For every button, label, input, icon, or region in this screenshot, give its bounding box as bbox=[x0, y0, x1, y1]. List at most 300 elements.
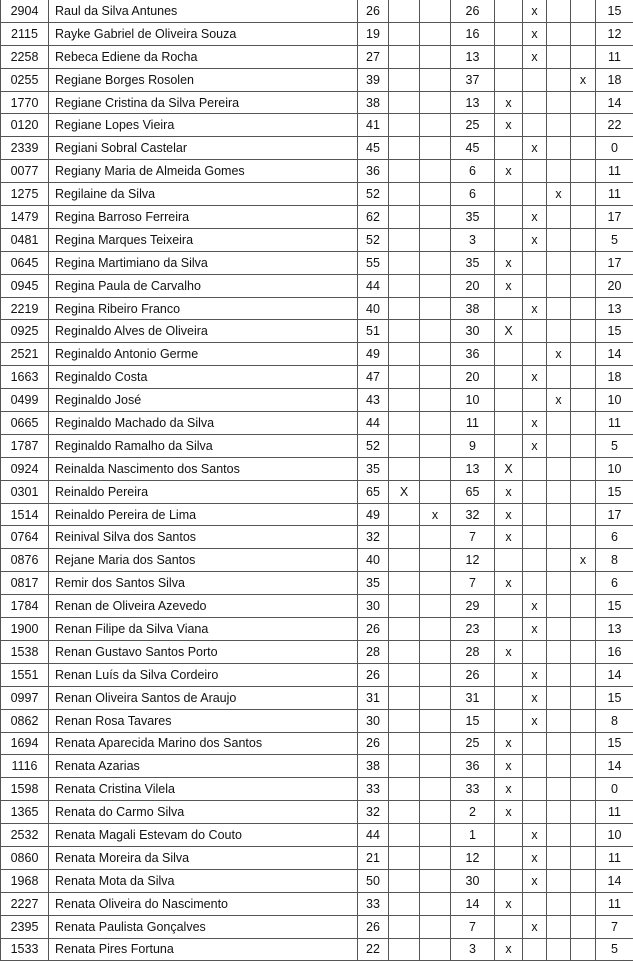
col-mark-c: x bbox=[495, 91, 523, 114]
col-mark-b bbox=[420, 366, 451, 389]
col-mark-a: X bbox=[389, 480, 420, 503]
col-mark-b bbox=[420, 389, 451, 412]
col-mark-d: x bbox=[523, 824, 547, 847]
table-row bbox=[1, 846, 633, 869]
col-mark-a bbox=[389, 251, 420, 274]
col-mark-b bbox=[420, 709, 451, 732]
col-name: Regiany Maria de Almeida Gomes bbox=[49, 160, 358, 183]
col-age: 43 bbox=[358, 389, 389, 412]
table-row bbox=[1, 892, 633, 915]
table-row bbox=[1, 228, 633, 251]
col-age: 22 bbox=[358, 938, 389, 961]
col-mark-e bbox=[547, 549, 571, 572]
col-score: 30 bbox=[451, 869, 495, 892]
col-name: Reginaldo Machado da Silva bbox=[49, 412, 358, 435]
col-mark-f bbox=[571, 366, 596, 389]
col-age: 41 bbox=[358, 114, 389, 137]
col-mark-f bbox=[571, 526, 596, 549]
table-row bbox=[1, 366, 633, 389]
table-row bbox=[1, 503, 633, 526]
col-mark-e bbox=[547, 22, 571, 45]
col-mark-c bbox=[495, 686, 523, 709]
col-name: Raul da Silva Antunes bbox=[49, 0, 358, 22]
col-total: 18 bbox=[596, 366, 633, 389]
col-score: 6 bbox=[451, 160, 495, 183]
col-score: 12 bbox=[451, 549, 495, 572]
col-mark-c bbox=[495, 412, 523, 435]
col-mark-f bbox=[571, 869, 596, 892]
col-id: 2339 bbox=[1, 137, 49, 160]
col-mark-e: x bbox=[547, 389, 571, 412]
col-mark-c: x bbox=[495, 480, 523, 503]
col-score: 15 bbox=[451, 709, 495, 732]
table-row bbox=[1, 137, 633, 160]
col-mark-f bbox=[571, 22, 596, 45]
col-mark-d bbox=[523, 343, 547, 366]
col-score: 7 bbox=[451, 526, 495, 549]
col-mark-b bbox=[420, 251, 451, 274]
col-age: 40 bbox=[358, 297, 389, 320]
col-mark-c: x bbox=[495, 274, 523, 297]
col-id: 2532 bbox=[1, 824, 49, 847]
col-name: Renan Luís da Silva Cordeiro bbox=[49, 663, 358, 686]
col-age: 44 bbox=[358, 412, 389, 435]
col-score: 38 bbox=[451, 297, 495, 320]
col-mark-f bbox=[571, 595, 596, 618]
col-mark-d bbox=[523, 938, 547, 961]
col-mark-d bbox=[523, 778, 547, 801]
col-mark-f bbox=[571, 228, 596, 251]
col-mark-d: x bbox=[523, 595, 547, 618]
col-id: 1533 bbox=[1, 938, 49, 961]
col-id: 2521 bbox=[1, 343, 49, 366]
table-row bbox=[1, 938, 633, 961]
col-name: Renan Filipe da Silva Viana bbox=[49, 618, 358, 641]
col-mark-a bbox=[389, 206, 420, 229]
col-name: Renan de Oliveira Azevedo bbox=[49, 595, 358, 618]
col-id: 1275 bbox=[1, 183, 49, 206]
col-mark-f: x bbox=[571, 549, 596, 572]
col-name: Renata Oliveira do Nascimento bbox=[49, 892, 358, 915]
col-mark-a bbox=[389, 846, 420, 869]
col-total: 11 bbox=[596, 892, 633, 915]
col-score: 37 bbox=[451, 68, 495, 91]
col-total: 0 bbox=[596, 778, 633, 801]
col-mark-a bbox=[389, 389, 420, 412]
col-mark-e bbox=[547, 572, 571, 595]
col-total: 0 bbox=[596, 137, 633, 160]
col-mark-d: x bbox=[523, 45, 547, 68]
col-mark-d: x bbox=[523, 709, 547, 732]
col-score: 29 bbox=[451, 595, 495, 618]
col-mark-f bbox=[571, 45, 596, 68]
col-age: 39 bbox=[358, 68, 389, 91]
col-name: Renata Azarias bbox=[49, 755, 358, 778]
col-age: 32 bbox=[358, 526, 389, 549]
col-mark-c bbox=[495, 297, 523, 320]
col-mark-b bbox=[420, 778, 451, 801]
col-age: 35 bbox=[358, 572, 389, 595]
col-mark-d bbox=[523, 755, 547, 778]
col-name: Renata Magali Estevam do Couto bbox=[49, 824, 358, 847]
col-name: Renata Pires Fortuna bbox=[49, 938, 358, 961]
col-mark-c bbox=[495, 68, 523, 91]
col-mark-a bbox=[389, 732, 420, 755]
col-id: 0499 bbox=[1, 389, 49, 412]
col-age: 21 bbox=[358, 846, 389, 869]
col-mark-d bbox=[523, 503, 547, 526]
col-age: 55 bbox=[358, 251, 389, 274]
col-mark-f bbox=[571, 480, 596, 503]
col-age: 19 bbox=[358, 22, 389, 45]
table-row bbox=[1, 183, 633, 206]
table-row bbox=[1, 251, 633, 274]
col-mark-f bbox=[571, 892, 596, 915]
col-mark-e bbox=[547, 846, 571, 869]
col-name: Renata Cristina Vilela bbox=[49, 778, 358, 801]
col-name: Remir dos Santos Silva bbox=[49, 572, 358, 595]
col-mark-c: x bbox=[495, 938, 523, 961]
col-total: 13 bbox=[596, 297, 633, 320]
table-row bbox=[1, 801, 633, 824]
col-mark-e bbox=[547, 938, 571, 961]
col-mark-b bbox=[420, 663, 451, 686]
col-mark-c: x bbox=[495, 503, 523, 526]
table-row bbox=[1, 389, 633, 412]
col-id: 0876 bbox=[1, 549, 49, 572]
col-id: 1116 bbox=[1, 755, 49, 778]
col-mark-c bbox=[495, 228, 523, 251]
col-mark-f bbox=[571, 846, 596, 869]
col-age: 40 bbox=[358, 549, 389, 572]
col-score: 11 bbox=[451, 412, 495, 435]
col-age: 26 bbox=[358, 663, 389, 686]
col-mark-a bbox=[389, 228, 420, 251]
col-mark-c: x bbox=[495, 160, 523, 183]
table-row bbox=[1, 320, 633, 343]
col-name: Renata do Carmo Silva bbox=[49, 801, 358, 824]
col-mark-d bbox=[523, 480, 547, 503]
col-score: 26 bbox=[451, 663, 495, 686]
table-row bbox=[1, 549, 633, 572]
col-name: Reinalda Nascimento dos Santos bbox=[49, 457, 358, 480]
col-score: 35 bbox=[451, 206, 495, 229]
col-mark-e bbox=[547, 91, 571, 114]
col-mark-f bbox=[571, 709, 596, 732]
col-mark-e bbox=[547, 618, 571, 641]
col-total: 8 bbox=[596, 709, 633, 732]
col-score: 36 bbox=[451, 755, 495, 778]
col-score: 36 bbox=[451, 343, 495, 366]
col-mark-f bbox=[571, 389, 596, 412]
col-mark-f bbox=[571, 183, 596, 206]
col-mark-d bbox=[523, 251, 547, 274]
col-mark-f bbox=[571, 91, 596, 114]
col-mark-b bbox=[420, 137, 451, 160]
col-total: 12 bbox=[596, 22, 633, 45]
col-total: 14 bbox=[596, 91, 633, 114]
col-score: 28 bbox=[451, 640, 495, 663]
col-mark-e bbox=[547, 824, 571, 847]
col-mark-a bbox=[389, 503, 420, 526]
col-mark-d bbox=[523, 68, 547, 91]
col-mark-a bbox=[389, 618, 420, 641]
col-mark-a bbox=[389, 183, 420, 206]
col-mark-e bbox=[547, 251, 571, 274]
col-age: 52 bbox=[358, 434, 389, 457]
col-total: 14 bbox=[596, 663, 633, 686]
col-score: 2 bbox=[451, 801, 495, 824]
col-total: 10 bbox=[596, 824, 633, 847]
col-mark-f bbox=[571, 640, 596, 663]
col-total: 14 bbox=[596, 869, 633, 892]
table-row bbox=[1, 618, 633, 641]
col-mark-f bbox=[571, 801, 596, 824]
col-name: Renata Paulista Gonçalves bbox=[49, 915, 358, 938]
col-name: Regina Martimiano da Silva bbox=[49, 251, 358, 274]
col-mark-c bbox=[495, 709, 523, 732]
col-name: Reinival Silva dos Santos bbox=[49, 526, 358, 549]
col-mark-c: x bbox=[495, 892, 523, 915]
col-mark-a bbox=[389, 526, 420, 549]
col-mark-b bbox=[420, 755, 451, 778]
col-mark-e bbox=[547, 206, 571, 229]
col-id: 0945 bbox=[1, 274, 49, 297]
col-id: 2395 bbox=[1, 915, 49, 938]
col-total: 11 bbox=[596, 412, 633, 435]
col-mark-d: x bbox=[523, 846, 547, 869]
col-mark-c bbox=[495, 137, 523, 160]
col-id: 1551 bbox=[1, 663, 49, 686]
col-mark-c bbox=[495, 0, 523, 22]
col-id: 0764 bbox=[1, 526, 49, 549]
table-row bbox=[1, 45, 633, 68]
col-mark-e bbox=[547, 892, 571, 915]
col-mark-b bbox=[420, 938, 451, 961]
col-mark-a bbox=[389, 366, 420, 389]
col-mark-a bbox=[389, 160, 420, 183]
col-mark-d bbox=[523, 389, 547, 412]
col-mark-f bbox=[571, 663, 596, 686]
table-row bbox=[1, 755, 633, 778]
col-mark-b bbox=[420, 595, 451, 618]
table-row bbox=[1, 526, 633, 549]
col-mark-b bbox=[420, 412, 451, 435]
col-mark-e bbox=[547, 709, 571, 732]
col-score: 13 bbox=[451, 457, 495, 480]
col-mark-c bbox=[495, 824, 523, 847]
col-name: Rayke Gabriel de Oliveira Souza bbox=[49, 22, 358, 45]
col-age: 32 bbox=[358, 801, 389, 824]
table-row bbox=[1, 114, 633, 137]
col-mark-f bbox=[571, 274, 596, 297]
col-mark-a bbox=[389, 68, 420, 91]
col-score: 32 bbox=[451, 503, 495, 526]
col-mark-c: x bbox=[495, 114, 523, 137]
col-mark-a bbox=[389, 640, 420, 663]
col-age: 26 bbox=[358, 732, 389, 755]
col-mark-a bbox=[389, 91, 420, 114]
col-score: 35 bbox=[451, 251, 495, 274]
col-age: 35 bbox=[358, 457, 389, 480]
col-mark-d bbox=[523, 526, 547, 549]
col-mark-a bbox=[389, 869, 420, 892]
table-row bbox=[1, 160, 633, 183]
col-mark-f bbox=[571, 0, 596, 22]
col-mark-b bbox=[420, 434, 451, 457]
col-mark-e bbox=[547, 755, 571, 778]
col-mark-f bbox=[571, 251, 596, 274]
col-age: 26 bbox=[358, 915, 389, 938]
col-mark-d: x bbox=[523, 366, 547, 389]
col-age: 30 bbox=[358, 709, 389, 732]
col-mark-c bbox=[495, 846, 523, 869]
table-row bbox=[1, 68, 633, 91]
col-id: 0665 bbox=[1, 412, 49, 435]
col-name: Regina Ribeiro Franco bbox=[49, 297, 358, 320]
col-age: 49 bbox=[358, 343, 389, 366]
col-age: 52 bbox=[358, 228, 389, 251]
col-id: 1365 bbox=[1, 801, 49, 824]
col-mark-d: x bbox=[523, 412, 547, 435]
col-score: 13 bbox=[451, 45, 495, 68]
col-id: 1770 bbox=[1, 91, 49, 114]
col-age: 49 bbox=[358, 503, 389, 526]
col-total: 15 bbox=[596, 480, 633, 503]
col-mark-d bbox=[523, 732, 547, 755]
col-score: 23 bbox=[451, 618, 495, 641]
col-score: 25 bbox=[451, 732, 495, 755]
table-row bbox=[1, 343, 633, 366]
col-mark-f bbox=[571, 503, 596, 526]
col-mark-a bbox=[389, 22, 420, 45]
col-mark-e bbox=[547, 160, 571, 183]
col-mark-c bbox=[495, 206, 523, 229]
col-mark-d: x bbox=[523, 137, 547, 160]
col-mark-e: x bbox=[547, 343, 571, 366]
col-mark-e bbox=[547, 274, 571, 297]
col-id: 2227 bbox=[1, 892, 49, 915]
col-id: 2258 bbox=[1, 45, 49, 68]
col-mark-b bbox=[420, 618, 451, 641]
col-age: 50 bbox=[358, 869, 389, 892]
col-name: Reginaldo Costa bbox=[49, 366, 358, 389]
col-name: Regilaine da Silva bbox=[49, 183, 358, 206]
col-mark-b bbox=[420, 892, 451, 915]
col-mark-f bbox=[571, 320, 596, 343]
col-mark-b bbox=[420, 160, 451, 183]
col-id: 0645 bbox=[1, 251, 49, 274]
col-mark-f: x bbox=[571, 68, 596, 91]
col-name: Renan Oliveira Santos de Araujo bbox=[49, 686, 358, 709]
col-total: 13 bbox=[596, 618, 633, 641]
col-mark-d: x bbox=[523, 0, 547, 22]
col-mark-c bbox=[495, 389, 523, 412]
col-mark-b bbox=[420, 869, 451, 892]
col-name: Renata Mota da Silva bbox=[49, 869, 358, 892]
col-mark-a bbox=[389, 709, 420, 732]
col-id: 1900 bbox=[1, 618, 49, 641]
col-mark-e bbox=[547, 434, 571, 457]
col-score: 14 bbox=[451, 892, 495, 915]
col-score: 7 bbox=[451, 915, 495, 938]
col-mark-b bbox=[420, 846, 451, 869]
col-mark-e bbox=[547, 869, 571, 892]
col-total: 6 bbox=[596, 526, 633, 549]
col-mark-d bbox=[523, 892, 547, 915]
col-mark-c bbox=[495, 22, 523, 45]
col-mark-f bbox=[571, 457, 596, 480]
col-score: 26 bbox=[451, 0, 495, 22]
col-name: Renata Aparecida Marino dos Santos bbox=[49, 732, 358, 755]
col-mark-d bbox=[523, 801, 547, 824]
col-mark-b bbox=[420, 526, 451, 549]
col-mark-d bbox=[523, 183, 547, 206]
col-id: 0255 bbox=[1, 68, 49, 91]
col-age: 65 bbox=[358, 480, 389, 503]
col-score: 33 bbox=[451, 778, 495, 801]
table-row bbox=[1, 274, 633, 297]
col-mark-f bbox=[571, 137, 596, 160]
col-total: 15 bbox=[596, 0, 633, 22]
col-mark-d bbox=[523, 274, 547, 297]
col-name: Regina Marques Teixeira bbox=[49, 228, 358, 251]
col-mark-a bbox=[389, 572, 420, 595]
col-mark-d bbox=[523, 572, 547, 595]
col-mark-f bbox=[571, 755, 596, 778]
col-name: Regina Barroso Ferreira bbox=[49, 206, 358, 229]
col-mark-d: x bbox=[523, 22, 547, 45]
col-mark-b bbox=[420, 114, 451, 137]
col-total: 14 bbox=[596, 343, 633, 366]
col-total: 11 bbox=[596, 45, 633, 68]
col-mark-d bbox=[523, 160, 547, 183]
col-mark-b bbox=[420, 686, 451, 709]
col-id: 0924 bbox=[1, 457, 49, 480]
col-id: 0862 bbox=[1, 709, 49, 732]
col-id: 2904 bbox=[1, 0, 49, 22]
col-mark-b bbox=[420, 801, 451, 824]
col-total: 18 bbox=[596, 68, 633, 91]
col-mark-f bbox=[571, 343, 596, 366]
col-score: 13 bbox=[451, 91, 495, 114]
col-mark-c bbox=[495, 45, 523, 68]
col-score: 65 bbox=[451, 480, 495, 503]
col-id: 1968 bbox=[1, 869, 49, 892]
col-total: 17 bbox=[596, 206, 633, 229]
col-mark-e bbox=[547, 595, 571, 618]
col-name: Regina Paula de Carvalho bbox=[49, 274, 358, 297]
col-mark-c bbox=[495, 595, 523, 618]
col-score: 9 bbox=[451, 434, 495, 457]
col-total: 22 bbox=[596, 114, 633, 137]
col-mark-b bbox=[420, 68, 451, 91]
col-score: 31 bbox=[451, 686, 495, 709]
col-mark-a bbox=[389, 938, 420, 961]
table-row bbox=[1, 480, 633, 503]
col-mark-a bbox=[389, 114, 420, 137]
table-row bbox=[1, 595, 633, 618]
col-score: 3 bbox=[451, 228, 495, 251]
col-mark-b bbox=[420, 343, 451, 366]
col-mark-a bbox=[389, 274, 420, 297]
col-mark-f bbox=[571, 572, 596, 595]
col-age: 36 bbox=[358, 160, 389, 183]
col-mark-a bbox=[389, 137, 420, 160]
col-mark-b bbox=[420, 732, 451, 755]
col-score: 6 bbox=[451, 183, 495, 206]
table-row bbox=[1, 686, 633, 709]
